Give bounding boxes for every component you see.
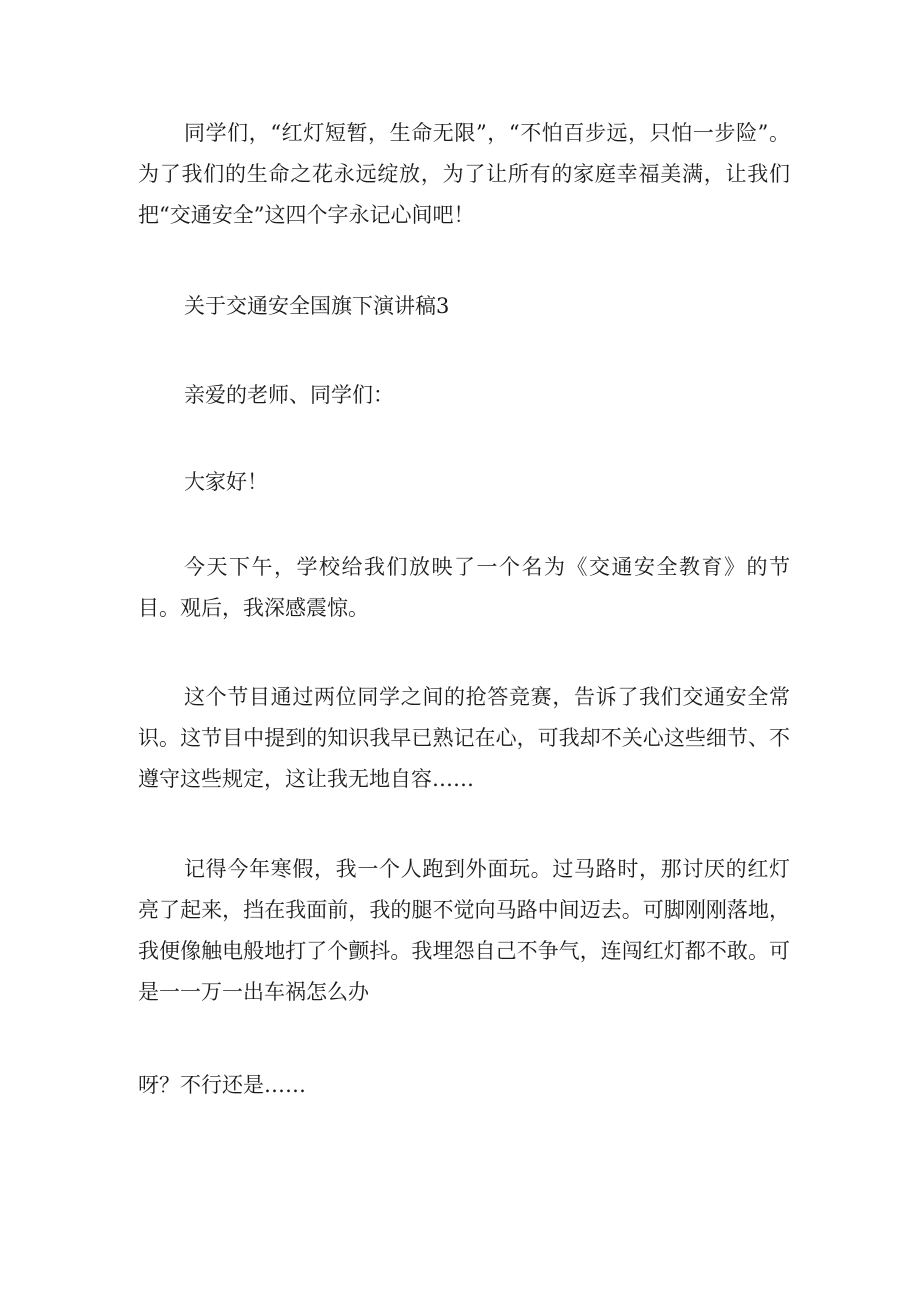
greeting: 大家好！ — [184, 470, 268, 494]
section-title: 关于交通安全国旗下演讲稿3 — [184, 294, 450, 318]
body-paragraph: 今天下午，学校给我们放映了一个名为《交通安全教育》的节目。观后，我深感震惊。 — [138, 555, 790, 620]
continuation-paragraph: 呀？不行还是…… — [138, 1073, 306, 1097]
body-paragraph: 这个节目通过两位同学之间的抢答竞赛，告诉了我们交通安全常识。这节目中提到的知识我早已熟记在心，可我却不关心这些细节、不遵守这些规定，这让我无地自容…… — [138, 685, 790, 791]
salutation: 亲爱的老师、同学们： — [184, 383, 394, 407]
body-paragraph: 记得今年寒假，我一个人跑到外面玩。过马路时，那讨厌的红灯亮了起来，挡在我面前，我的腿不觉向马路中间迈去。可脚刚刚落地，我便像触电般地打了个颤抖。我埋怨自己不争气，连闯红灯都不敢。可是一一万一出车祸怎么办 — [138, 857, 790, 1004]
closing-paragraph: 同学们，“红灯短暂，生命无限”，“不怕百步远，只怕一步险”。为了我们的生命之花永远绽放，为了让所有的家庭幸福美满，让我们把“交通安全”这四个字永记心间吧！ — [138, 121, 790, 227]
